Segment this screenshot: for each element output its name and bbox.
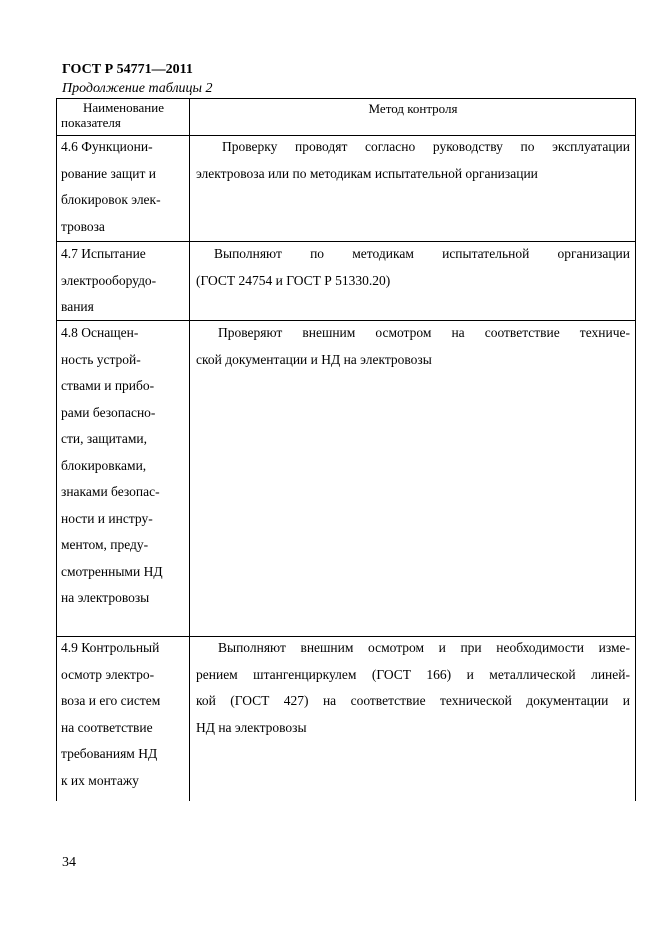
- table-row-method-4-7: [196, 241, 630, 294]
- method-line: (ГОСТ 24754 и ГОСТ Р 51330.20): [196, 272, 391, 288]
- name-line: 4.6 Функциони-: [61, 139, 153, 154]
- method-line: Выполняют по методикам испытательной организации: [214, 246, 630, 261]
- table-row-name-4-9: [61, 635, 187, 794]
- name-line: блокировками,: [61, 457, 147, 473]
- method-line: НД на электровозы: [196, 719, 307, 735]
- name-line: требованиям НД: [61, 746, 158, 761]
- name-line: воза и его систем: [61, 693, 161, 708]
- name-line: ности и инстру-: [61, 510, 153, 526]
- table-row-name-4-8: [61, 320, 187, 612]
- column-header-name: [61, 100, 186, 130]
- name-line: 4.8 Оснащен-: [61, 325, 139, 340]
- column-header-name-line: Наименование: [83, 100, 164, 115]
- table-row-method-4-9: [196, 635, 630, 741]
- method-line: Проверку проводят согласно руководству по эксплуатации: [222, 139, 630, 154]
- column-header-name-line: показателя: [61, 115, 121, 130]
- name-line: ность устрой-: [61, 351, 141, 367]
- name-line: знаками безопас-: [61, 484, 160, 499]
- name-line: 4.9 Контрольный: [61, 640, 160, 655]
- name-line: к их монтажу: [61, 772, 139, 788]
- name-line: рование защит и: [61, 165, 156, 181]
- name-line: тровоза: [61, 218, 105, 234]
- name-line: ментом, преду-: [61, 537, 149, 552]
- name-line: 4.7 Испытание: [61, 246, 146, 261]
- name-line: осмотр электро-: [61, 666, 155, 682]
- name-line: на соответствие: [61, 719, 153, 735]
- name-line: блокировок элек-: [61, 192, 161, 207]
- table-row-name-4-6: [61, 134, 187, 240]
- document-code: ГОСТ Р 54771—2011: [62, 62, 193, 77]
- table-row-method-4-6: [196, 134, 630, 187]
- method-line: кой (ГОСТ 427) на соответствие технической документации и: [196, 693, 630, 708]
- page-number: 34: [62, 855, 76, 870]
- method-line: рением штангенциркулем (ГОСТ 166) и металлической линей-: [196, 666, 630, 682]
- method-line: ской документации и НД на электровозы: [196, 351, 432, 367]
- name-line: вания: [61, 299, 94, 314]
- name-line: смотренными НД: [61, 563, 163, 579]
- method-line: Выполняют внешним осмотром и при необходимости изме-: [218, 640, 630, 655]
- method-line: электровоза или по методикам испытательной организации: [196, 165, 538, 181]
- method-line: Проверяют внешним осмотром на соответствие техниче-: [218, 325, 630, 340]
- name-line: на электровозы: [61, 590, 150, 605]
- table-row-method-4-8: [196, 320, 630, 373]
- name-line: рами безопасно-: [61, 404, 156, 420]
- column-header-method: Метод контроля: [368, 101, 458, 116]
- column-divider: [189, 98, 190, 801]
- table-row-name-4-7: [61, 241, 187, 321]
- name-line: ствами и прибо-: [61, 378, 155, 393]
- name-line: электрооборудо-: [61, 272, 157, 288]
- name-line: сти, защитами,: [61, 431, 148, 446]
- table-continuation-caption: Продолжение таблицы 2: [62, 81, 213, 96]
